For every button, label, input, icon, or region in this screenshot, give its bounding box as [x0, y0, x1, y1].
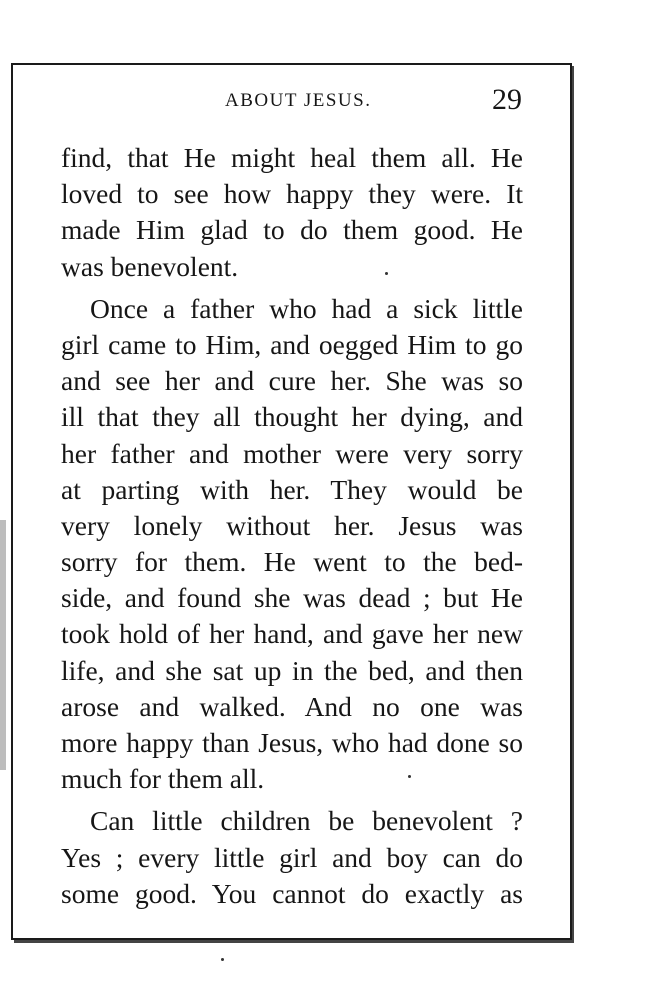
text-line: and see her and cure her. She was so — [61, 365, 523, 397]
text-line: took hold of her hand, and gave her new — [61, 618, 523, 650]
paragraph — [61, 803, 523, 912]
print-speck — [408, 775, 411, 778]
text-line: sorry for them. He went to the bed- — [61, 546, 523, 578]
text-line: some good. You cannot do exactly as — [61, 877, 523, 909]
text-line: Once a father who had a sick little — [90, 292, 523, 324]
page-border-shadow-right — [572, 66, 574, 943]
scan-edge — [0, 520, 6, 770]
text-line: life, and she sat up in the bed, and then — [61, 654, 523, 686]
text-line: more happy than Jesus, who had done so — [61, 727, 523, 758]
text-line: ill that they all thought her dying, and — [61, 401, 523, 433]
paragraph — [61, 140, 523, 285]
text-line: made Him glad to do them good. He — [61, 214, 523, 246]
body-text — [61, 140, 523, 912]
text-line: find, that He might heal them all. He — [61, 142, 523, 173]
running-title: ABOUT JESUS. — [225, 90, 372, 111]
text-line: very lonely without her. Jesus was — [61, 509, 523, 541]
text-line: at parting with her. They would be — [61, 473, 523, 505]
print-speck — [221, 958, 224, 961]
paragraph — [61, 291, 523, 798]
print-speck — [385, 272, 388, 275]
page-border-shadow-bottom — [14, 940, 574, 943]
text-line: arose and walked. And no one was — [61, 690, 523, 722]
text-line: girl came to Him, and oegged Him to go — [61, 328, 523, 360]
text-line: Can little children be benevolent ? — [90, 805, 523, 837]
text-line: loved to see how happy they were. It — [61, 178, 523, 210]
text-line: Yes ; every little girl and boy can do — [61, 841, 523, 873]
page-number: 29 — [492, 83, 522, 116]
text-line: was benevolent. — [61, 250, 239, 282]
text-line: her father and mother were very sorry — [61, 437, 523, 469]
text-line: much for them all. — [61, 763, 265, 795]
text-line: side, and found she was dead ; but He — [61, 582, 523, 614]
